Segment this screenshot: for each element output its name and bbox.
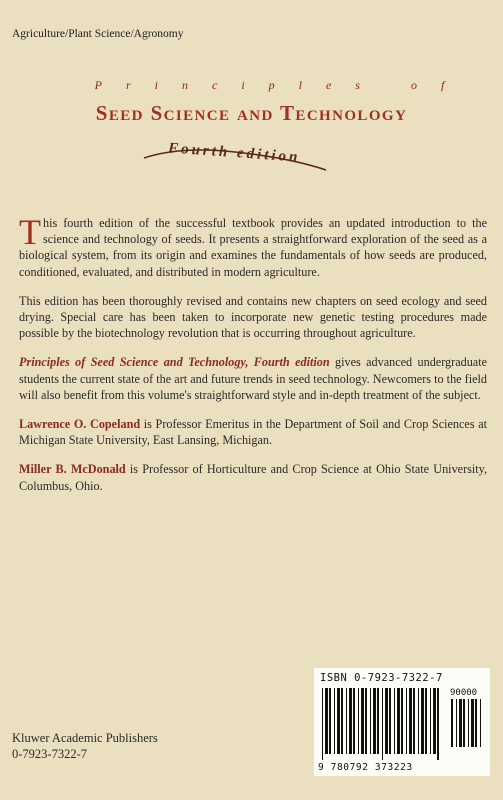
publisher-isbn: 0-7923-7322-7 [12, 747, 87, 761]
audience-text: gives advanced undergraduate students the current state of the art and future trends in seed technology. Newcomers to the field will also benefit from this volume's straightforward style and in-depth treatment of the subject. [19, 355, 487, 402]
audience-paragraph [19, 354, 487, 403]
intro-text: his fourth edition of the successful textbook provides an updated introduction to the science and technology of seeds. It presents a straightforward exploration of the seed as a biological system, from its origin and examines the fundamentals of how seeds are produced, conditioned, evaluated, and distributed in modern agriculture. [19, 216, 487, 279]
title-principles-of: Principles of [94, 78, 469, 92]
barcode-isbn: ISBN 0-7923-7322-7 [320, 672, 443, 684]
revision-paragraph: This edition has been thoroughly revised and contains new chapters on seed ecology and seed drying. Special care has been taken to incorporate new genetic testing procedures made possible by the biotechnology revolution that is occurring throughout agriculture. [19, 293, 487, 341]
author1-name: Lawrence O. Copeland [19, 417, 141, 432]
addon-barcode-bars [451, 699, 485, 753]
ean-barcode-bars [322, 688, 442, 760]
edition-banner [140, 140, 330, 176]
book-title: Seed Science and Technology [95, 101, 408, 125]
intro-paragraph [19, 212, 487, 280]
author2-name: Miller B. McDonald [19, 462, 126, 477]
edition-label: Fourth edition [167, 140, 301, 166]
author2-bio [19, 461, 487, 493]
barcode-price-code: 90000 [450, 688, 478, 698]
description-body [19, 212, 487, 507]
publisher-name: Kluwer Academic Publishers [12, 731, 158, 745]
author2-text: is Professor of Horticulture and Crop Science at Ohio State University, Columbus, Ohio. [19, 462, 487, 493]
barcode-digits: 9 780792 373223 [318, 762, 413, 773]
author1-text: is Professor Emeritus in the Department of Soil and Crop Sciences at Michigan State University, East Lansing, Michigan. [19, 417, 487, 448]
subject-category: Agriculture/Plant Science/Agronomy [12, 28, 184, 40]
publisher-block [12, 730, 158, 762]
drop-cap: T [19, 212, 41, 252]
audience-book-title: Principles of Seed Science and Technology, Fourth edition [19, 355, 330, 370]
barcode-label [314, 668, 490, 776]
author1-bio [19, 416, 487, 448]
